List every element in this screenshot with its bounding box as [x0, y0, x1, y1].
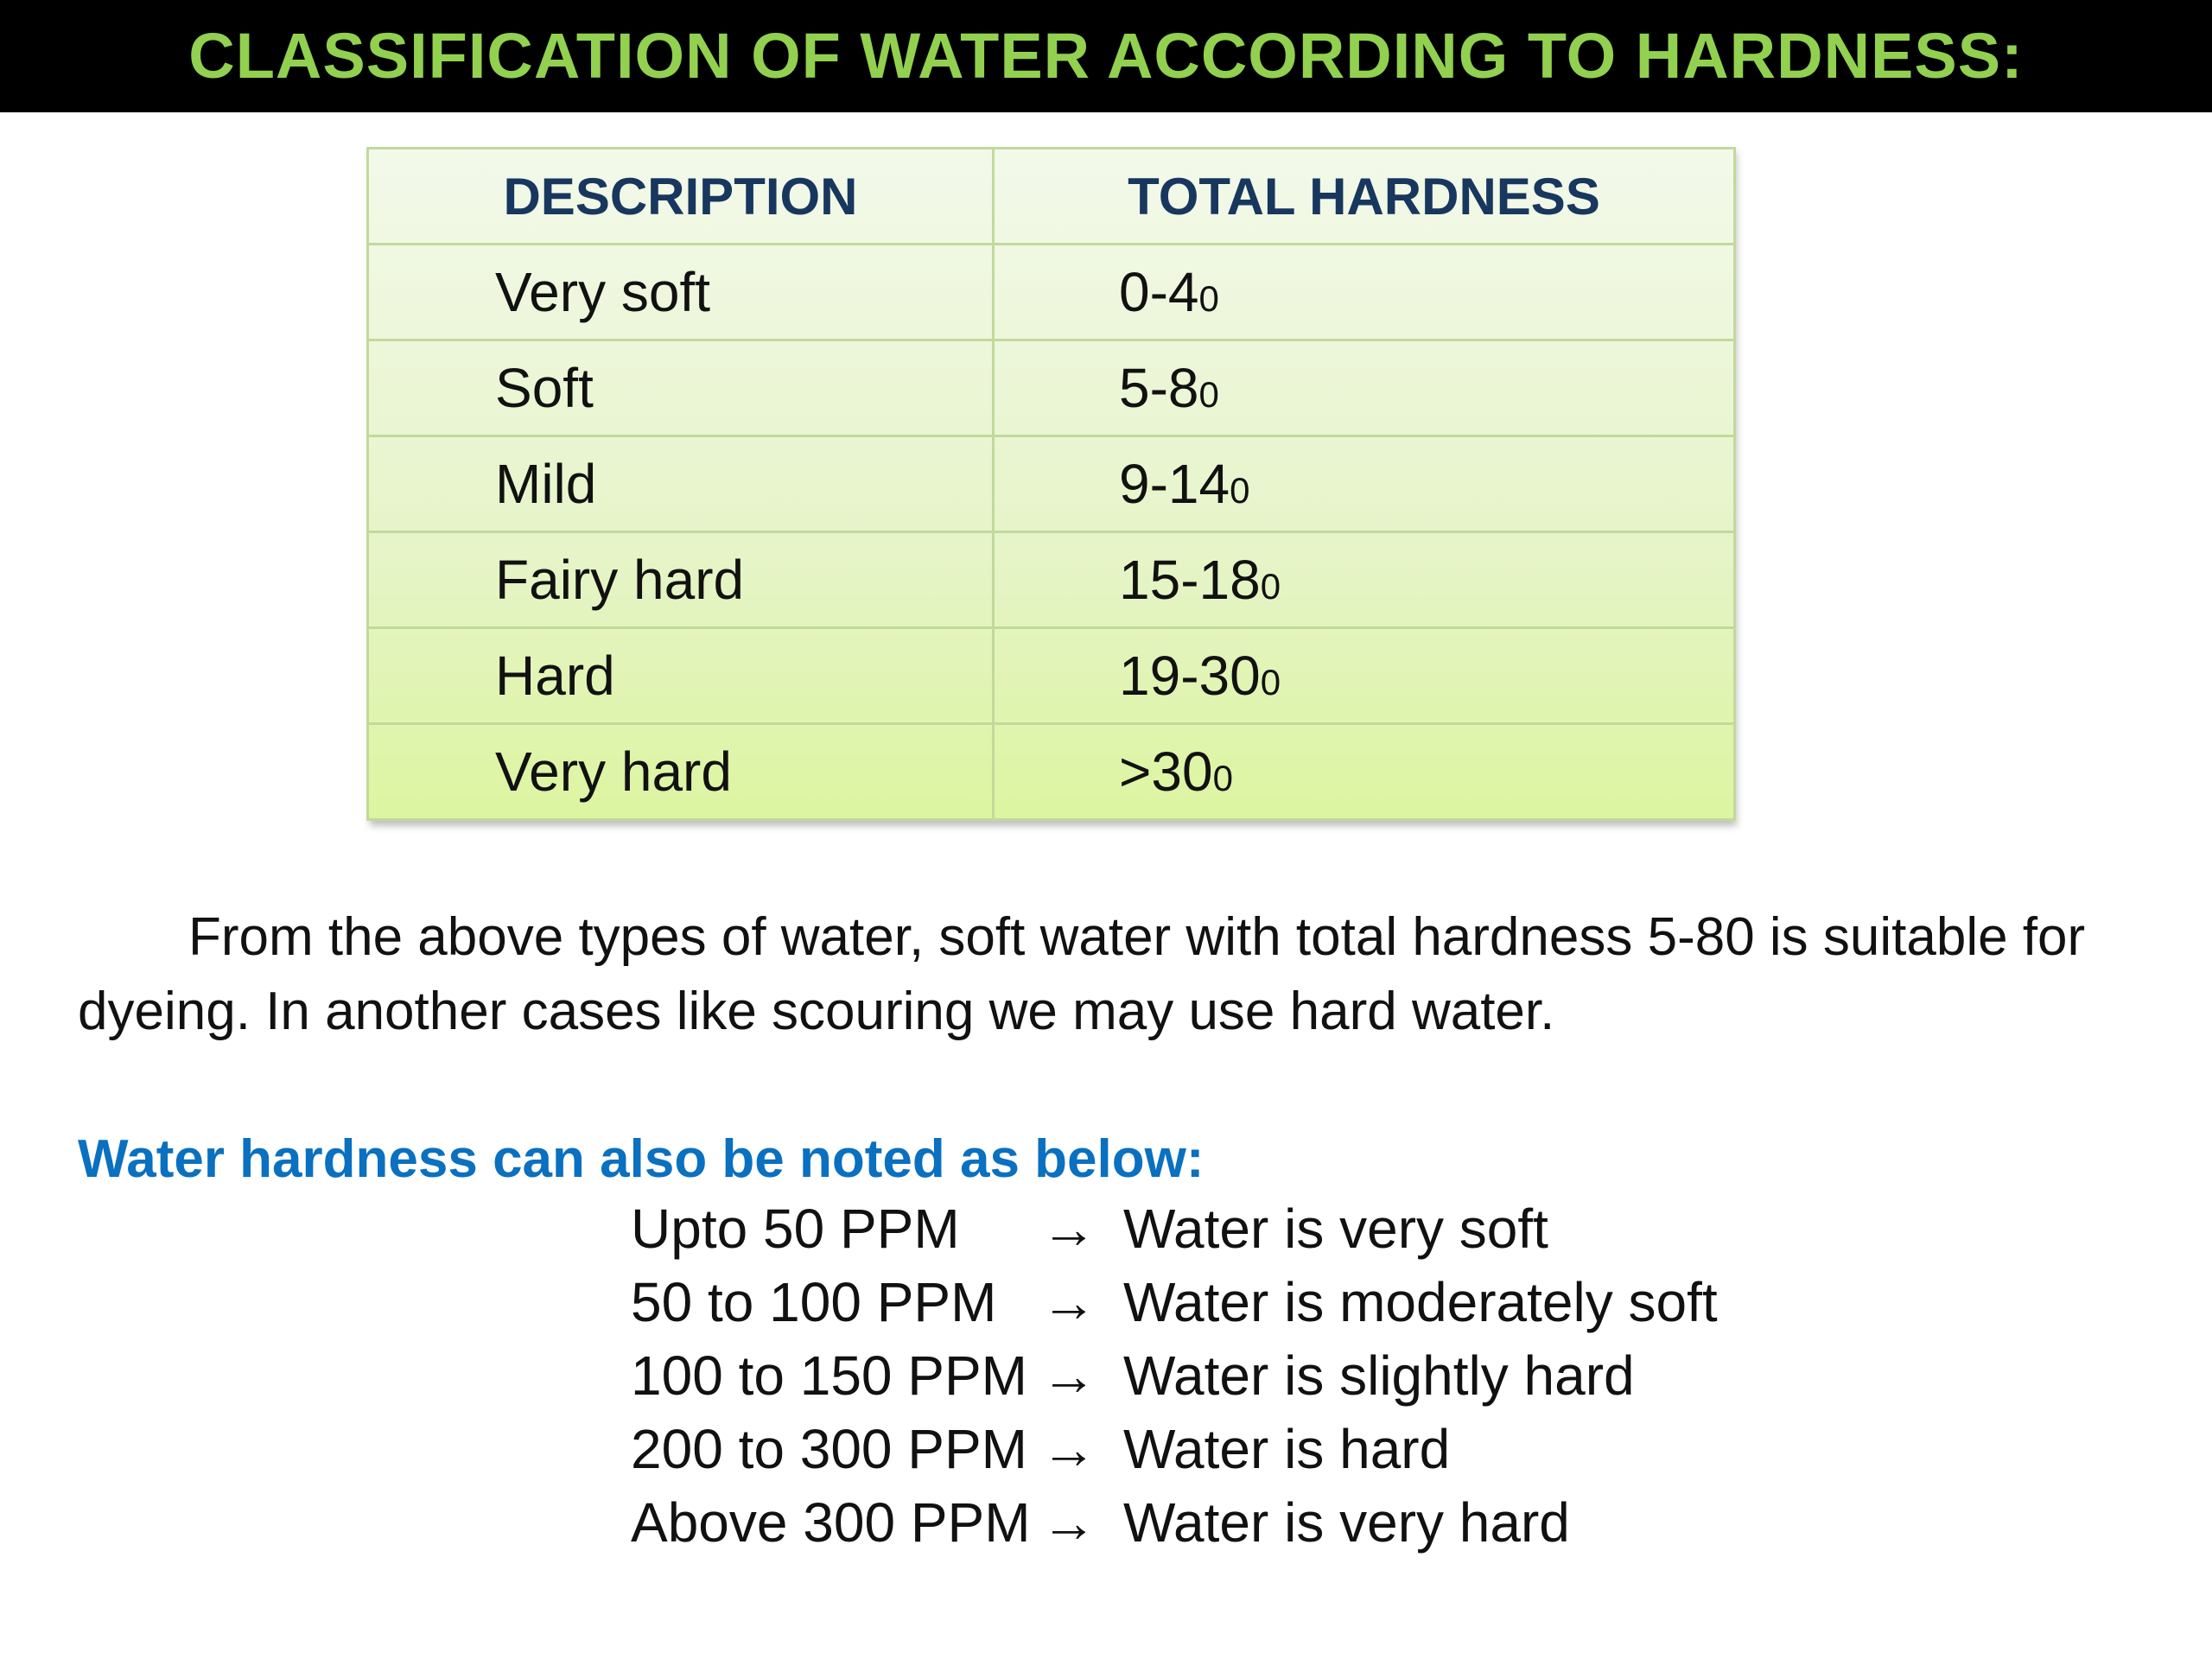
hardness-unit: 0: [1260, 566, 1281, 607]
row-hardness: [994, 532, 1735, 628]
right-arrow-icon: →: [1041, 1198, 1096, 1260]
hardness-value: 5-8: [1119, 357, 1199, 419]
header-description: DESCRIPTION: [368, 149, 994, 245]
list-item: [631, 1266, 1840, 1339]
row-description: Fairy hard: [368, 532, 994, 628]
ppm-list: [631, 1192, 1840, 1560]
header-total-hardness: TOTAL HARDNESS: [994, 149, 1735, 245]
row-hardness: [994, 245, 1735, 340]
right-arrow-icon: →: [1041, 1271, 1096, 1333]
ppm-description: Water is slightly hard: [1123, 1344, 1635, 1407]
hardness-unit: 0: [1260, 662, 1281, 702]
ppm-description: Water is moderately soft: [1123, 1271, 1718, 1333]
hardness-unit: 0: [1198, 278, 1219, 319]
hardness-unit: 0: [1212, 758, 1233, 798]
row-description: Very hard: [368, 724, 994, 820]
hardness-value: 15-18: [1119, 549, 1261, 611]
list-item: [631, 1486, 1840, 1560]
table-row: [368, 436, 1735, 532]
hardness-table-container: [366, 147, 1733, 821]
table-row: [368, 340, 1735, 436]
ppm-description: Water is hard: [1123, 1418, 1451, 1480]
ppm-range: Above 300 PPM: [631, 1491, 1031, 1554]
body-paragraph: From the above types of water, soft water with total hardness 5-80 is suitable for dyeing. In another cases like scouring we may use hard water.: [78, 907, 2086, 1041]
ppm-range: Upto 50 PPM: [631, 1198, 960, 1260]
hardness-value: 0-4: [1119, 261, 1199, 323]
list-item: [631, 1192, 1840, 1266]
hardness-table: [366, 147, 1736, 821]
list-item: [631, 1339, 1840, 1413]
row-hardness: [994, 436, 1735, 532]
row-description: Mild: [368, 436, 994, 532]
right-arrow-icon: →: [1041, 1344, 1096, 1407]
slide-title: CLASSIFICATION OF WATER ACCORDING TO HARDNESS:: [188, 20, 2024, 92]
row-description: Soft: [368, 340, 994, 436]
table-row: [368, 628, 1735, 724]
hardness-value: >30: [1119, 741, 1213, 803]
hardness-unit: 0: [1198, 374, 1219, 415]
table-header-row: [368, 149, 1735, 245]
table-row: [368, 724, 1735, 820]
hardness-value: 9-14: [1119, 453, 1230, 515]
hardness-value: 19-30: [1119, 645, 1261, 707]
list-item: [631, 1413, 1840, 1486]
ppm-description: Water is very soft: [1123, 1198, 1548, 1260]
right-arrow-icon: →: [1041, 1491, 1096, 1554]
row-hardness: [994, 340, 1735, 436]
hardness-unit: 0: [1230, 470, 1250, 511]
row-description: Very soft: [368, 245, 994, 340]
right-arrow-icon: →: [1041, 1418, 1096, 1480]
row-description: Hard: [368, 628, 994, 724]
ppm-description: Water is very hard: [1123, 1491, 1570, 1554]
ppm-subheading: Water hardness can also be noted as below:: [78, 1129, 1205, 1189]
ppm-range: 100 to 150 PPM: [631, 1344, 1027, 1407]
row-hardness: [994, 724, 1735, 820]
row-hardness: [994, 628, 1735, 724]
ppm-range: 50 to 100 PPM: [631, 1271, 997, 1333]
table-row: [368, 245, 1735, 340]
ppm-range: 200 to 300 PPM: [631, 1418, 1027, 1480]
table-row: [368, 532, 1735, 628]
